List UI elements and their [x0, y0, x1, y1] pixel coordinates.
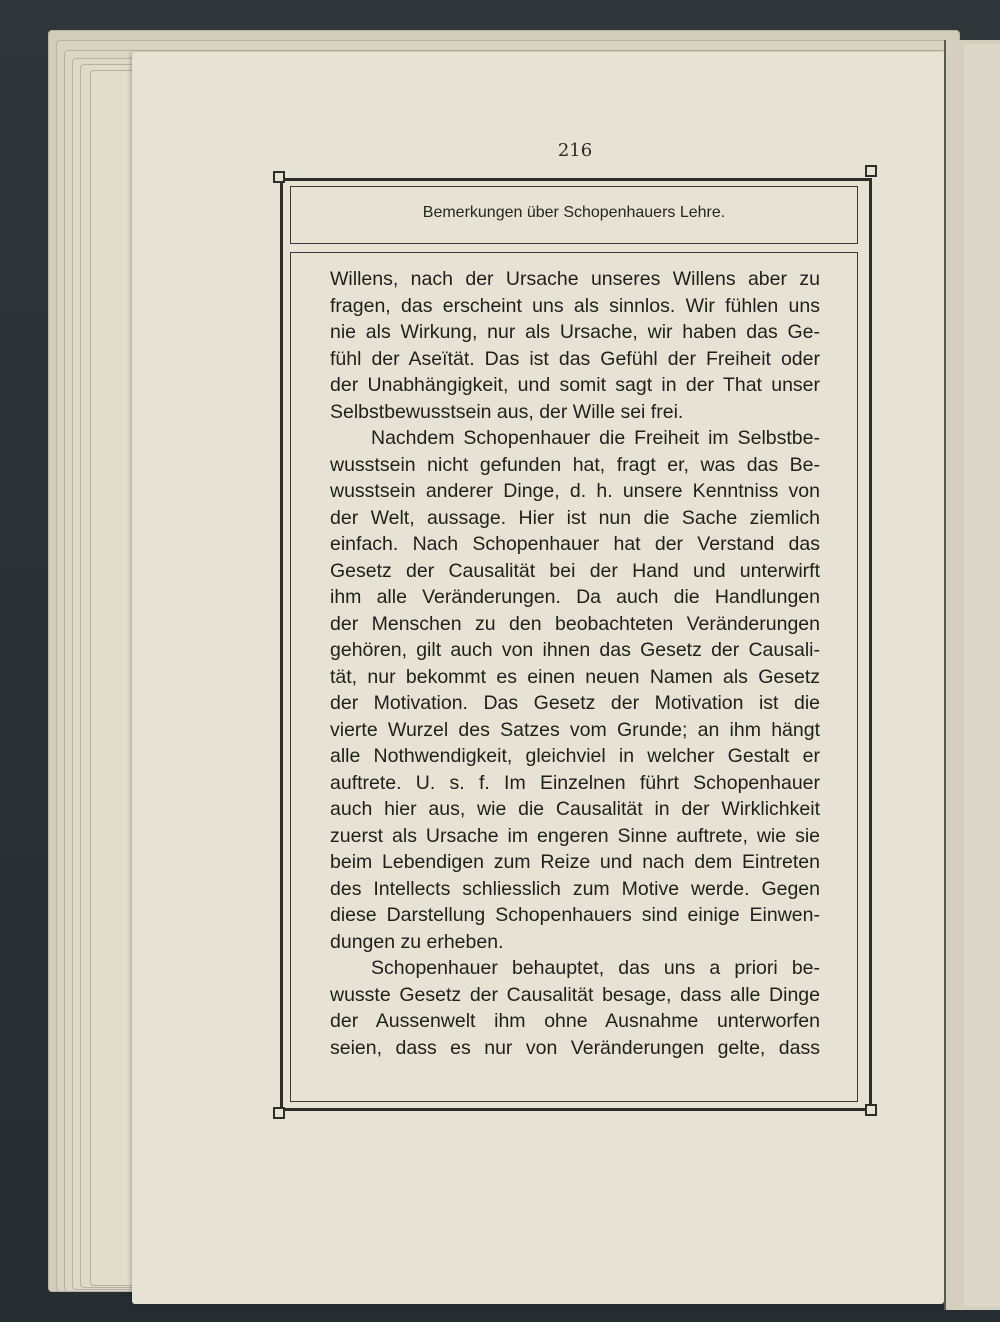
text-line: der Motivation. Das Gesetz der Motivation ist die	[330, 692, 820, 714]
text-line: fühl der Aseïtät. Das ist das Gefühl der Freiheit oder	[330, 347, 820, 370]
text-line: ihm alle Veränderungen. Da auch die Handlungen	[330, 586, 820, 608]
text-line: dungen zu erheben.	[330, 930, 504, 953]
text-line: beim Lebendigen zum Reize und nach dem Eintreten	[330, 851, 820, 873]
page-number: 216	[557, 140, 593, 161]
frame-corner-square	[273, 1107, 285, 1119]
frame-corner-square	[865, 1104, 877, 1116]
text-line: auch hier aus, wie die Causalität in der Wirklichkeit	[330, 798, 820, 820]
text-line: Willens, nach der Ursache unseres Willens aber zu	[330, 268, 820, 290]
frame-corner-square	[865, 165, 877, 177]
text-line: wusstsein anderer Dinge, d. h. unsere Kenntniss von	[330, 480, 820, 502]
text-line: gehören, gilt auch von ihnen das Gesetz der Causali-	[330, 639, 820, 661]
text-line: auftrete. U. s. f. Im Einzelnen führt Schopenhauer	[330, 771, 820, 794]
frame-corner-square	[273, 171, 285, 183]
text-line: der Aussenwelt ihm ohne Ausnahme unterworfen	[330, 1010, 820, 1032]
text-line: der Menschen zu den beobachteten Veränderungen	[330, 612, 820, 635]
text-line: einfach. Nach Schopenhauer hat der Verstand das	[330, 533, 820, 555]
text-line: Nachdem Schopenhauer die Freiheit im Selbstbe-	[371, 427, 820, 449]
text-line: zuerst als Ursache im engeren Sinne auftrete, wie sie	[330, 824, 820, 847]
running-head: Bemerkungen über Schopenhauers Lehre.	[422, 204, 726, 221]
body-text	[330, 266, 820, 1061]
frame-left-rule	[280, 178, 283, 1111]
text-line: wusstsein nicht gefunden hat, fragt er, was das Be-	[330, 453, 820, 476]
text-line: des Intellects schliesslich zum Motive werde. Gegen	[330, 877, 820, 900]
text-line: tät, nur bekommt es einen neuen Namen als Gesetz	[330, 665, 820, 688]
text-line: der Unabhängigkeit, und somit sagt in der That unser	[330, 374, 820, 396]
text-line: der Welt, aussage. Hier ist nun die Sache ziemlich	[330, 506, 820, 529]
frame-right-rule	[869, 178, 872, 1111]
text-line: wusste Gesetz der Causalität besage, dass alle Dinge	[330, 983, 820, 1006]
text-line: Gesetz der Causalität bei der Hand und unterwirft	[330, 559, 820, 582]
text-line: vierte Wurzel des Satzes vom Grunde; an ihm hängt	[330, 718, 820, 741]
text-line: Schopenhauer behauptet, das uns a priori be-	[371, 957, 820, 979]
text-line: alle Nothwendigkeit, gleichviel in welcher Gestalt er	[330, 745, 820, 767]
text-line: nie als Wirkung, nur als Ursache, wir haben das Ge-	[330, 321, 820, 343]
text-line: diese Darstellung Schopenhauers sind einige Einwen-	[330, 904, 820, 926]
text-line: fragen, das erscheint uns als sinnlos. Wir fühlen uns	[330, 294, 820, 317]
frame-top-rule	[280, 178, 872, 181]
text-line: Selbstbewusstsein aus, der Wille sei frei.	[330, 400, 684, 423]
frame-bottom-rule	[280, 1108, 872, 1111]
facing-page-edge	[964, 44, 1000, 1306]
text-line: seien, dass es nur von Veränderungen gelte, dass	[330, 1036, 820, 1059]
